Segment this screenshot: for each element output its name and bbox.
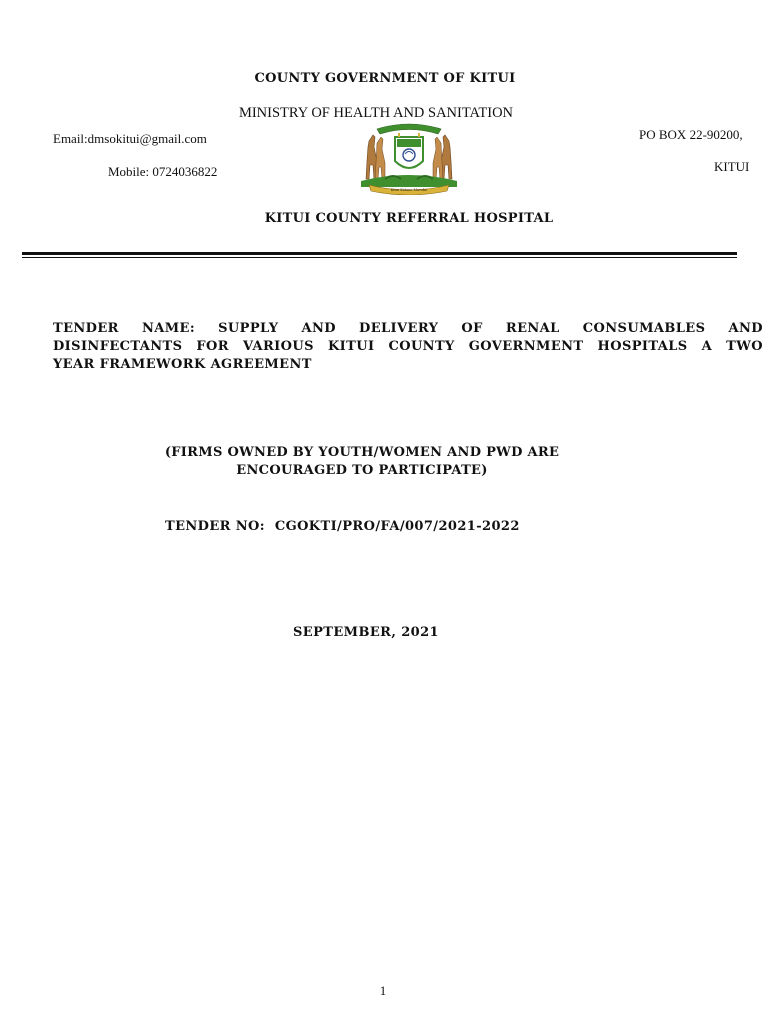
page-number: 1 <box>379 983 387 998</box>
county-title: COUNTY GOVERNMENT OF KITUI <box>254 71 516 86</box>
header-divider-thin <box>22 257 737 258</box>
svg-text:Kitui Kutano Mavoko: Kitui Kutano Mavoko <box>390 188 428 192</box>
header-divider-thick <box>22 252 737 255</box>
tender-name-line-3: YEAR FRAMEWORK AGREEMENT <box>53 357 312 372</box>
ministry-title: MINISTRY OF HEALTH AND SANITATION <box>238 105 514 121</box>
po-box-text: PO BOX 22-90200, <box>639 127 743 142</box>
email-text: Email:dmsokitui@gmail.com <box>53 131 207 146</box>
tender-date: SEPTEMBER, 2021 <box>293 625 439 640</box>
tender-name-line-1: TENDER NAME: SUPPLY AND DELIVERY OF RENAL CONSUMABLES AND <box>53 321 763 336</box>
mobile-text: Mobile: 0724036822 <box>108 164 218 179</box>
participation-notice-line-2: ENCOURAGED TO PARTICIPATE) <box>236 463 488 478</box>
town-text: KITUI <box>714 159 750 174</box>
county-crest-logo <box>355 121 463 195</box>
participation-notice-line-1: (FIRMS OWNED BY YOUTH/WOMEN AND PWD ARE <box>164 445 560 460</box>
hospital-title: KITUI COUNTY REFERRAL HOSPITAL <box>264 211 554 226</box>
tender-number: TENDER NO: CGOKTI/PRO/FA/007/2021-2022 <box>165 519 520 534</box>
tender-name-block <box>53 320 763 374</box>
tender-name-line-2: DISINFECTANTS FOR VARIOUS KITUI COUNTY GOVERNMENT HOSPITALS A TWO <box>53 339 763 354</box>
